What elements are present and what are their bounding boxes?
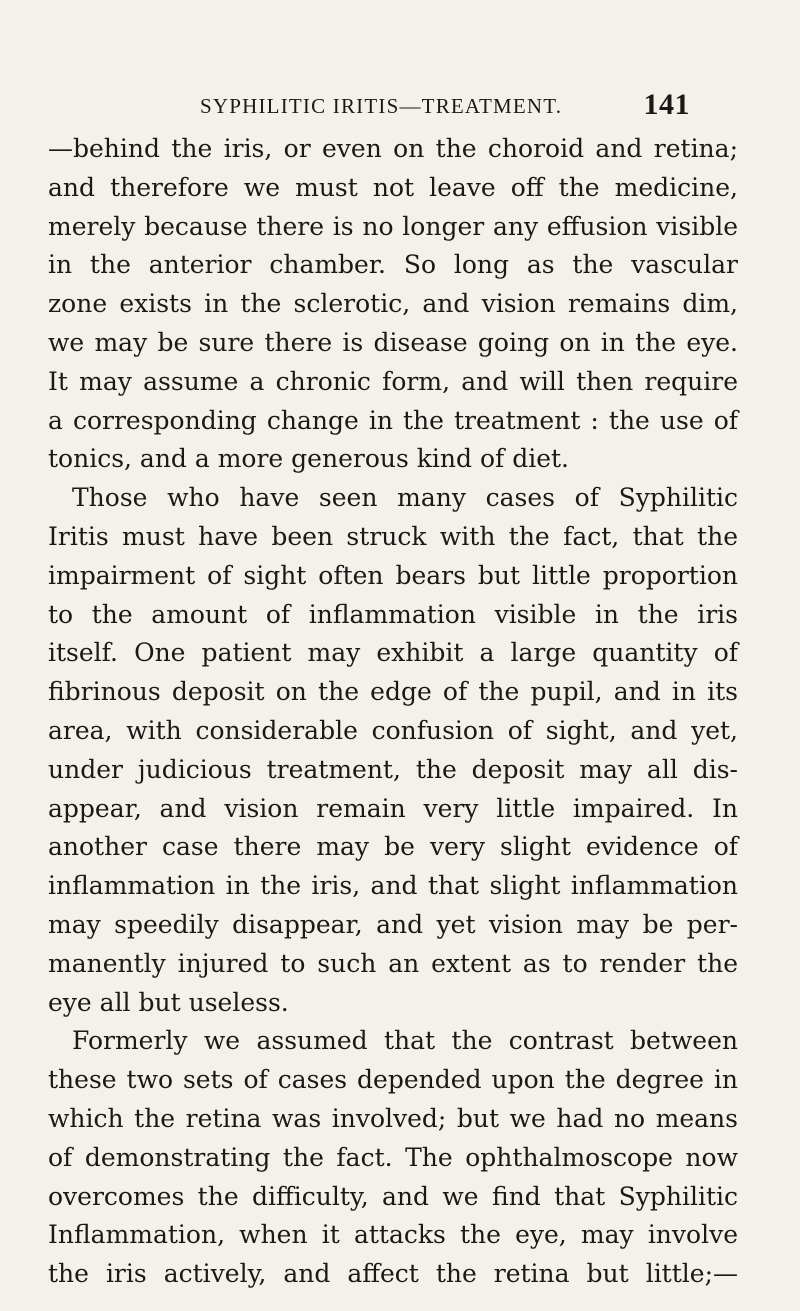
text-line: the iris actively, and affect the retina but little;—	[48, 1259, 738, 1289]
text-line: Inflammation, when it attacks the eye, may involve	[48, 1220, 738, 1250]
text-line: zone exists in the sclerotic, and vision remains dim,	[48, 289, 738, 319]
text-line: overcomes the difficulty, and we find that Syphilitic	[48, 1181, 738, 1211]
text-line: merely because there is no longer any effusion visible	[48, 211, 738, 241]
text-line: we may be sure there is disease going on in the eye.	[48, 327, 738, 357]
text-line: which the retina was involved; but we had no means	[48, 1103, 738, 1133]
text-line: another case there may be very slight evidence of	[48, 832, 738, 862]
paragraph-first-line: Formerly we assumed that the contrast between	[72, 1026, 738, 1056]
text-line: of demonstrating the fact. The ophthalmoscope now	[48, 1142, 738, 1172]
paragraph-end-line: eye all but useless.	[48, 987, 289, 1017]
text-line: fibrinous deposit on the edge of the pupil, and in its	[48, 677, 738, 707]
text-line: itself. One patient may exhibit a large quantity of	[48, 638, 738, 668]
running-head	[200, 88, 690, 124]
text-line: manently injured to such an extent as to render the	[48, 948, 738, 978]
text-line: and therefore we must not leave off the medicine,	[48, 172, 738, 202]
text-line: these two sets of cases depended upon the degree in	[48, 1065, 738, 1095]
text-line: area, with considerable confusion of sight, and yet,	[48, 715, 738, 745]
body-text	[48, 130, 738, 1294]
text-line: inflammation in the iris, and that slight inflammation	[48, 871, 738, 901]
paragraph-first-line: Those who have seen many cases of Syphilitic	[72, 483, 738, 513]
page-number: 141	[643, 88, 690, 121]
text-line: to the amount of inflammation visible in the iris	[48, 599, 738, 629]
text-line: —behind the iris, or even on the choroid and retina;	[48, 134, 738, 163]
text-line: may speedily disappear, and yet vision may be per-	[48, 909, 738, 939]
paragraph-end-line: tonics, and a more generous kind of diet.	[48, 444, 569, 474]
text-line: in the anterior chamber. So long as the vascular	[48, 250, 738, 280]
text-line: a corresponding change in the treatment : the use of	[48, 405, 738, 435]
text-line: It may assume a chronic form, and will then require	[48, 366, 738, 396]
text-line: impairment of sight often bears but little proportion	[48, 560, 738, 590]
text-line: Iritis must have been struck with the fact, that the	[48, 521, 738, 551]
running-title: SYPHILITIC IRITIS—TREATMENT.	[200, 94, 563, 118]
text-line: under judicious treatment, the deposit may all dis-	[48, 754, 738, 784]
text-line: appear, and vision remain very little impaired. In	[48, 793, 738, 823]
